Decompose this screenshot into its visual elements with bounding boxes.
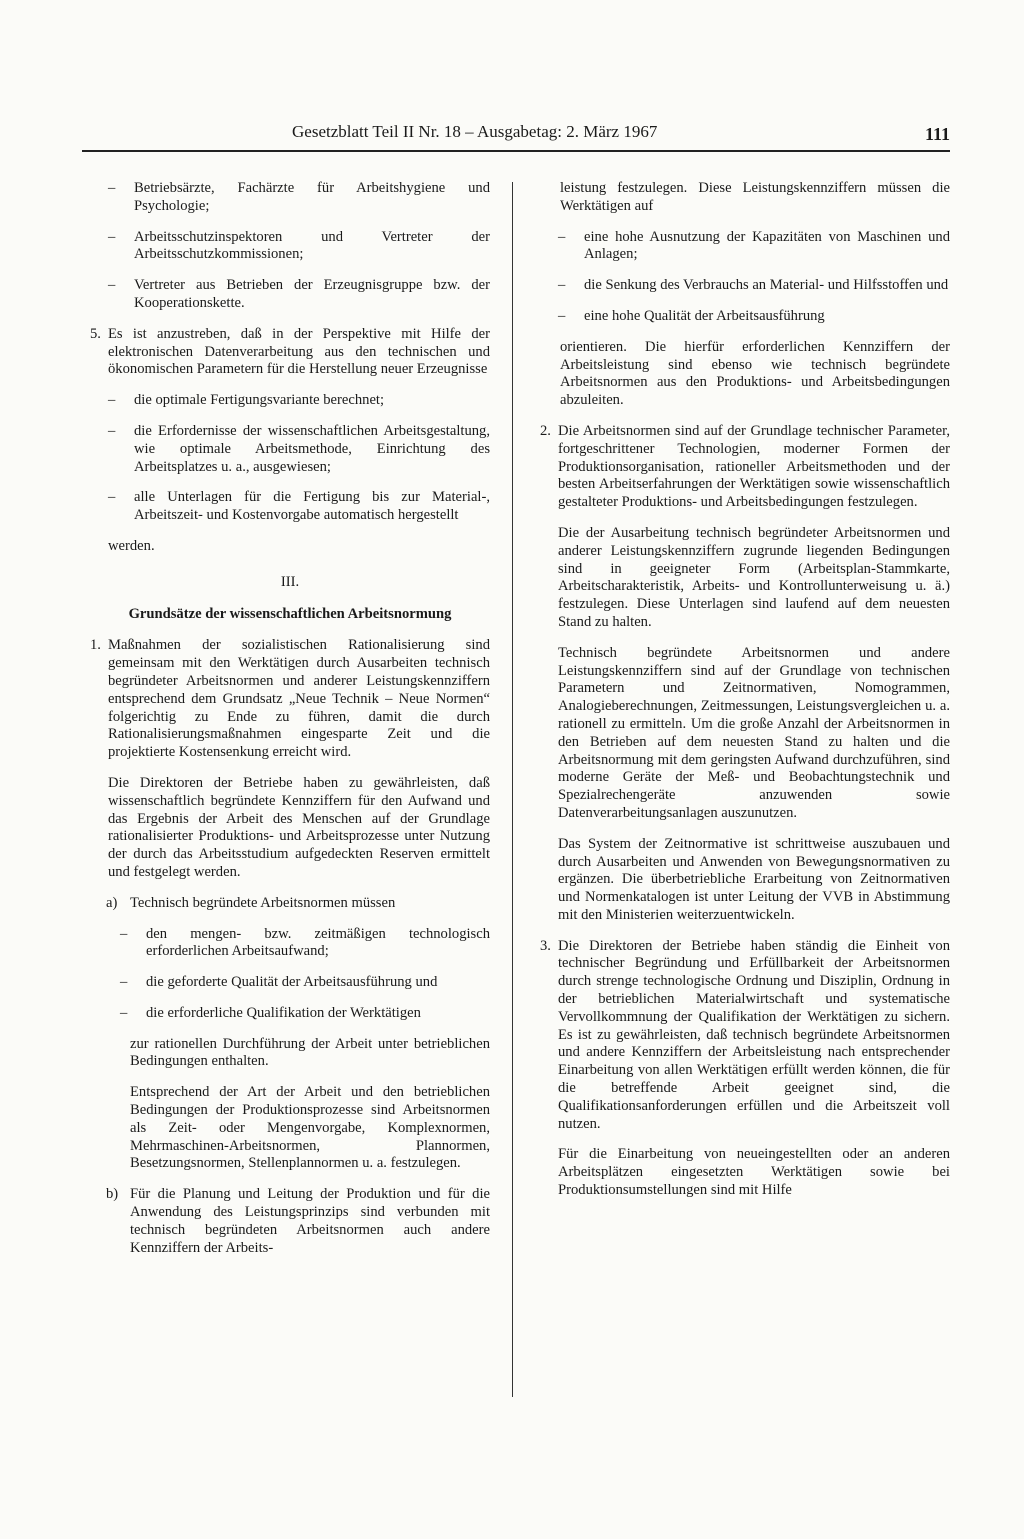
- section-heading: Grundsätze der wissenschaftlichen Arbeitsnormung: [128, 605, 452, 622]
- column-divider: [512, 182, 513, 1397]
- paragraph: Entsprechend der Art der Arbeit und den betrieblichen Bedingungen der Produktionsprozesse sind Arbeitsnormen als Zeit- oder Mengenvorgabe, Komplexnormen, Mehrmaschinen-Arbeitsnormen, Plannormen, Besetzungsnormen, Stellenplannormen u. a. festzulegen.: [130, 1084, 490, 1172]
- list-item: – den mengen- bzw. zeitmäßigen technologisch erforderlichen Arbeitsaufwand;: [90, 926, 490, 962]
- numbered-paragraph: [90, 637, 490, 762]
- numbered-paragraph: [540, 423, 950, 512]
- paragraph: orientieren. Die hierfür erforderlichen Kennziffern der Arbeitsleistung sind ebenso wie technisch begründete Arbeitsnormen aus den Produktions- und Arbeitsbedingungen abzuleiten.: [560, 338, 950, 409]
- list-item: – die erforderliche Qualifikation der Werktätigen: [90, 1005, 490, 1023]
- paragraph-text: Es ist anzustreben, daß in der Perspektive mit Hilfe der elektronischen Datenverarbeitung aus den technischen und ökonomischen Parametern für die Herstellung neuer Erzeugnisse: [108, 325, 490, 378]
- list-item: – die Erfordernisse der wissenschaftlichen Arbeitsgestaltung, wie optimale Arbeitsmethode, Einrichtung des Arbeitsplatzes u. a., ausgewiesen;: [90, 423, 490, 476]
- paragraph-number: 3.: [540, 937, 551, 954]
- numbered-paragraph: [90, 326, 490, 379]
- right-column: [540, 180, 950, 1213]
- list-item: – die Senkung des Verbrauchs an Material- und Hilfsstoffen und: [540, 277, 950, 295]
- paragraph: Die Direktoren der Betriebe haben zu gewährleisten, daß wissenschaftlich begründete Kennziffern für den Aufwand und das Ergebnis der Arbeit des Menschen auf der Grundlage rationalisierter Produktions- und Arbeitsprozesse unter Nutzung der durch das Arbeitsstudium aufgedeckten Reserven ermittelt und festgelegt werden.: [108, 774, 490, 880]
- paragraph-text: Die Arbeitsnormen sind auf der Grundlage technischer Parameter, fortgeschrittener Technologien, moderner Formen der Produktionsorganisation, rationeller Arbeitsmethoden und der besten Arbeitserfahrungen der Werktätigen sowie wissenschaftlich gestalteter Produktions- und Arbeitsbedingungen festzulegen.: [558, 422, 950, 511]
- paragraph-number: 5.: [90, 325, 101, 342]
- list-item: – Vertreter aus Betrieben der Erzeugnisgruppe bzw. der Kooperationskette.: [90, 277, 490, 313]
- paragraph: Das System der Zeitnormative ist schrittweise auszubauen und durch Ausarbeiten und Anwenden von Bewegungsnormativen zu ergänzen. Die überbetriebliche Erarbeitung von Zeitnormativen und Normenkatalogen ist unter Leitung der VVB in Abstimmung mit den Ministerien weiterzuentwickeln.: [558, 835, 950, 923]
- header-rule: [82, 150, 950, 152]
- list-item: – Betriebsärzte, Fachärzte für Arbeitshygiene und Psychologie;: [90, 180, 490, 216]
- paragraph: leistung festzulegen. Diese Leistungskennziffern müssen die Werktätigen auf: [560, 180, 950, 214]
- lettered-paragraph: [90, 895, 490, 913]
- list-item: – alle Unterlagen für die Fertigung bis zur Material-, Arbeitszeit- und Kostenvorgabe automatisch hergestellt: [90, 489, 490, 525]
- paragraph-number: 2.: [540, 422, 551, 439]
- paragraph: Technisch begründete Arbeitsnormen und andere Leistungskennziffern sind auf der Grundlage von technischen Parametern und Zeitnormativen, Nomogrammen, Analogieberechnungen, Zeitmessungen, Leistungsvergleichen u. a. rationell zu ermitteln. Um die große Anzahl der Arbeitsnormen in den Betrieben auf dem neuesten Stand zu halten und die Arbeitsnormung mit dem geringsten Aufwand durchzuführen, sind moderne Geräte der Meß- und Beobachtungstechnik und Spezialrechengeräte anzuwenden sowie Datenverarbeitungsanlagen auszunutzen.: [558, 644, 950, 821]
- paragraph-text: Für die Planung und Leitung der Produktion und für die Anwendung des Leistungsprinzips sind verbunden mit technisch begründeten Arbeitsnormen auch andere Kennziffern der Arbeits-: [130, 1186, 490, 1256]
- page-number: 111: [924, 124, 950, 144]
- paragraph-text: Technisch begründete Arbeitsnormen müssen: [130, 894, 396, 911]
- numbered-paragraph: [540, 938, 950, 1134]
- paragraph-letter: a): [106, 894, 118, 911]
- paragraph-text: Maßnahmen der sozialistischen Rationalisierung sind gemeinsam mit den Werktätigen durch Ausarbeiten technisch begründeter Arbeitsnormen und anderer Leistungskennziffern entsprechend dem Grundsatz „Neue Technik – Neue Normen“ folgerichtig zu Ende zu führen, damit die durch Rationalisierungsmaßnahmen eingesparte Zeit und die projektierte Kostensenkung erreicht wird.: [108, 637, 490, 761]
- paragraph: werden.: [108, 537, 155, 554]
- paragraph: zur rationellen Durchführung der Arbeit unter betrieblichen Bedingungen enthalten.: [130, 1035, 490, 1070]
- list-item: – die optimale Fertigungsvariante berechnet;: [90, 392, 490, 410]
- list-item: – Arbeitsschutzinspektoren und Vertreter der Arbeitsschutzkommissionen;: [90, 229, 490, 265]
- paragraph: Die der Ausarbeitung technisch begründeter Arbeitsnormen und anderer Leistungskennziffern zugrunde liegenden Bedingungen sind in geeigneter Form (Arbeitsplan-Stammkarte, Arbeitscharakteristik, Arbeits- und Kontrollunterweisung u. ä.) festzulegen. Diese Unterlagen sind laufend auf dem neuesten Stand zu halten.: [558, 524, 950, 630]
- paragraph-letter: b): [106, 1186, 119, 1203]
- paragraph: Für die Einarbeitung von neueingestellten oder an anderen Arbeitsplätzen eingesetzten Werktätigen sowie bei Produktionsumstellungen sind mit Hilfe: [558, 1146, 950, 1199]
- header-title: Gesetzblatt Teil II Nr. 18 – Ausgabetag: 2. März 1967: [292, 122, 658, 141]
- section-number: III.: [280, 573, 300, 590]
- list-item: – die geforderte Qualität der Arbeitsausführung und: [90, 974, 490, 992]
- list-item: – eine hohe Ausnutzung der Kapazitäten von Maschinen und Anlagen;: [540, 229, 950, 265]
- left-column: [90, 180, 490, 1270]
- page-header: [82, 122, 950, 152]
- paragraph-text: Die Direktoren der Betriebe haben ständig die Einheit von technischer Begründung und Erfüllbarkeit der Arbeitsnormen durch strenge technologische Ordnung und Disziplin, Ordnung in der betrieblichen Materialwirtschaft und systematische Vervollkommnung der Qualifikation der Werktätigen zu sichern. Es ist zu gewährleisten, daß technisch begründete Arbeitsnormen und andere Kennziffern der Arbeitsleistung nach entsprechender Einarbeitung von allen Werktätigen erfüllt werden können, die für die betreffende Arbeit geeignet sind, die Qualifikationsanforderungen erfüllen und die Arbeitszeit voll nutzen.: [558, 937, 950, 1132]
- list-item: – eine hohe Qualität der Arbeitsausführung: [540, 308, 950, 326]
- lettered-paragraph: [90, 1186, 490, 1257]
- paragraph-number: 1.: [90, 637, 101, 654]
